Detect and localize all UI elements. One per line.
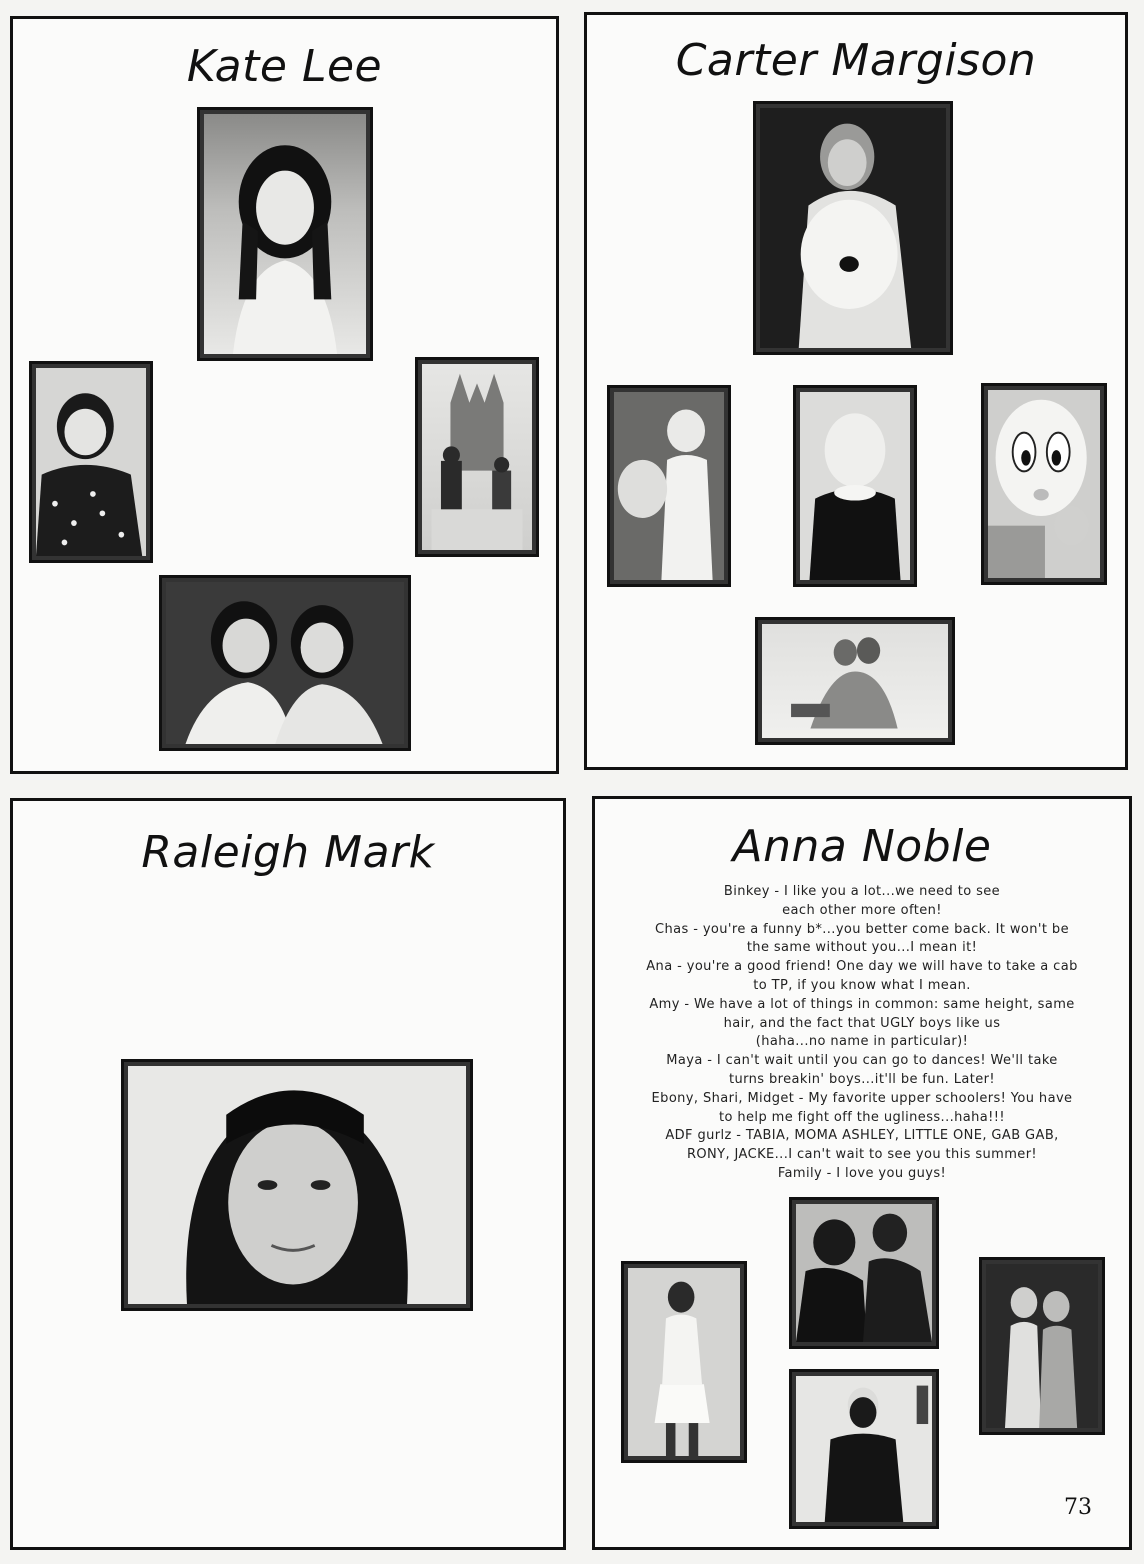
friends-photo: [159, 575, 411, 751]
castle-photo: [415, 357, 539, 557]
message-line: Amy - We have a lot of things in common: same height, same: [649, 996, 1075, 1012]
beach-photo: [755, 617, 955, 745]
cheerleader-photo: [621, 1261, 747, 1463]
page-number: 73: [1064, 1495, 1092, 1520]
message-line: to TP, if you know what I mean.: [753, 977, 971, 993]
student-name: Raleigh Mark: [141, 827, 435, 878]
childhood-photo: [607, 385, 731, 587]
friends-photo: [789, 1197, 939, 1349]
farewell-message: [625, 883, 1099, 1184]
message-line: the same without you...I mean it!: [746, 940, 978, 956]
portrait-photo: [121, 1059, 473, 1311]
cartoon-mascot-photo: [981, 383, 1107, 585]
message-line: Ebony, Shari, Midget - My favorite upper schoolers! You have: [651, 1090, 1073, 1106]
student-panel-carter-margison: [584, 12, 1128, 770]
message-line: to help me fight off the ugliness...haha!!!: [719, 1109, 1005, 1125]
message-line: hair, and the fact that UGLY boys like us: [723, 1015, 1001, 1031]
student-panel-anna-noble: [592, 796, 1132, 1550]
message-line: Ana - you're a good friend! One day we will have to take a cab: [646, 959, 1078, 975]
message-line: RONY, JACKE...I can't wait to see you this summer!: [686, 1147, 1038, 1163]
baby-photo: [793, 385, 917, 587]
message-line: ADF gurlz - TABIA, MOMA ASHLEY, LITTLE ONE, GAB GAB,: [665, 1128, 1059, 1144]
student-name: Anna Noble: [732, 821, 992, 872]
student-name: Kate Lee: [186, 41, 383, 92]
student-panel-raleigh-mark: [10, 798, 566, 1550]
party-photo: [979, 1257, 1105, 1435]
portrait-photo: [789, 1369, 939, 1529]
portrait-with-dog-photo: [753, 101, 953, 355]
childhood-photo: [29, 361, 153, 563]
message-line: Family - I love you guys!: [777, 1165, 947, 1181]
portrait-photo: [197, 107, 373, 361]
message-line: each other more often!: [782, 902, 942, 918]
message-line: turns breakin' boys...it'll be fun. Later!: [728, 1071, 996, 1087]
message-line: Binkey - I like you a lot...we need to see: [723, 884, 1001, 899]
message-line: Chas - you're a funny b*...you better come back. It won't be: [655, 921, 1069, 937]
message-line: (haha...no name in particular)!: [755, 1034, 969, 1050]
message-line: Maya - I can't wait until you can go to dances! We'll take: [666, 1053, 1058, 1069]
student-panel-kate-lee: [10, 16, 559, 774]
student-name: Carter Margison: [675, 35, 1037, 86]
